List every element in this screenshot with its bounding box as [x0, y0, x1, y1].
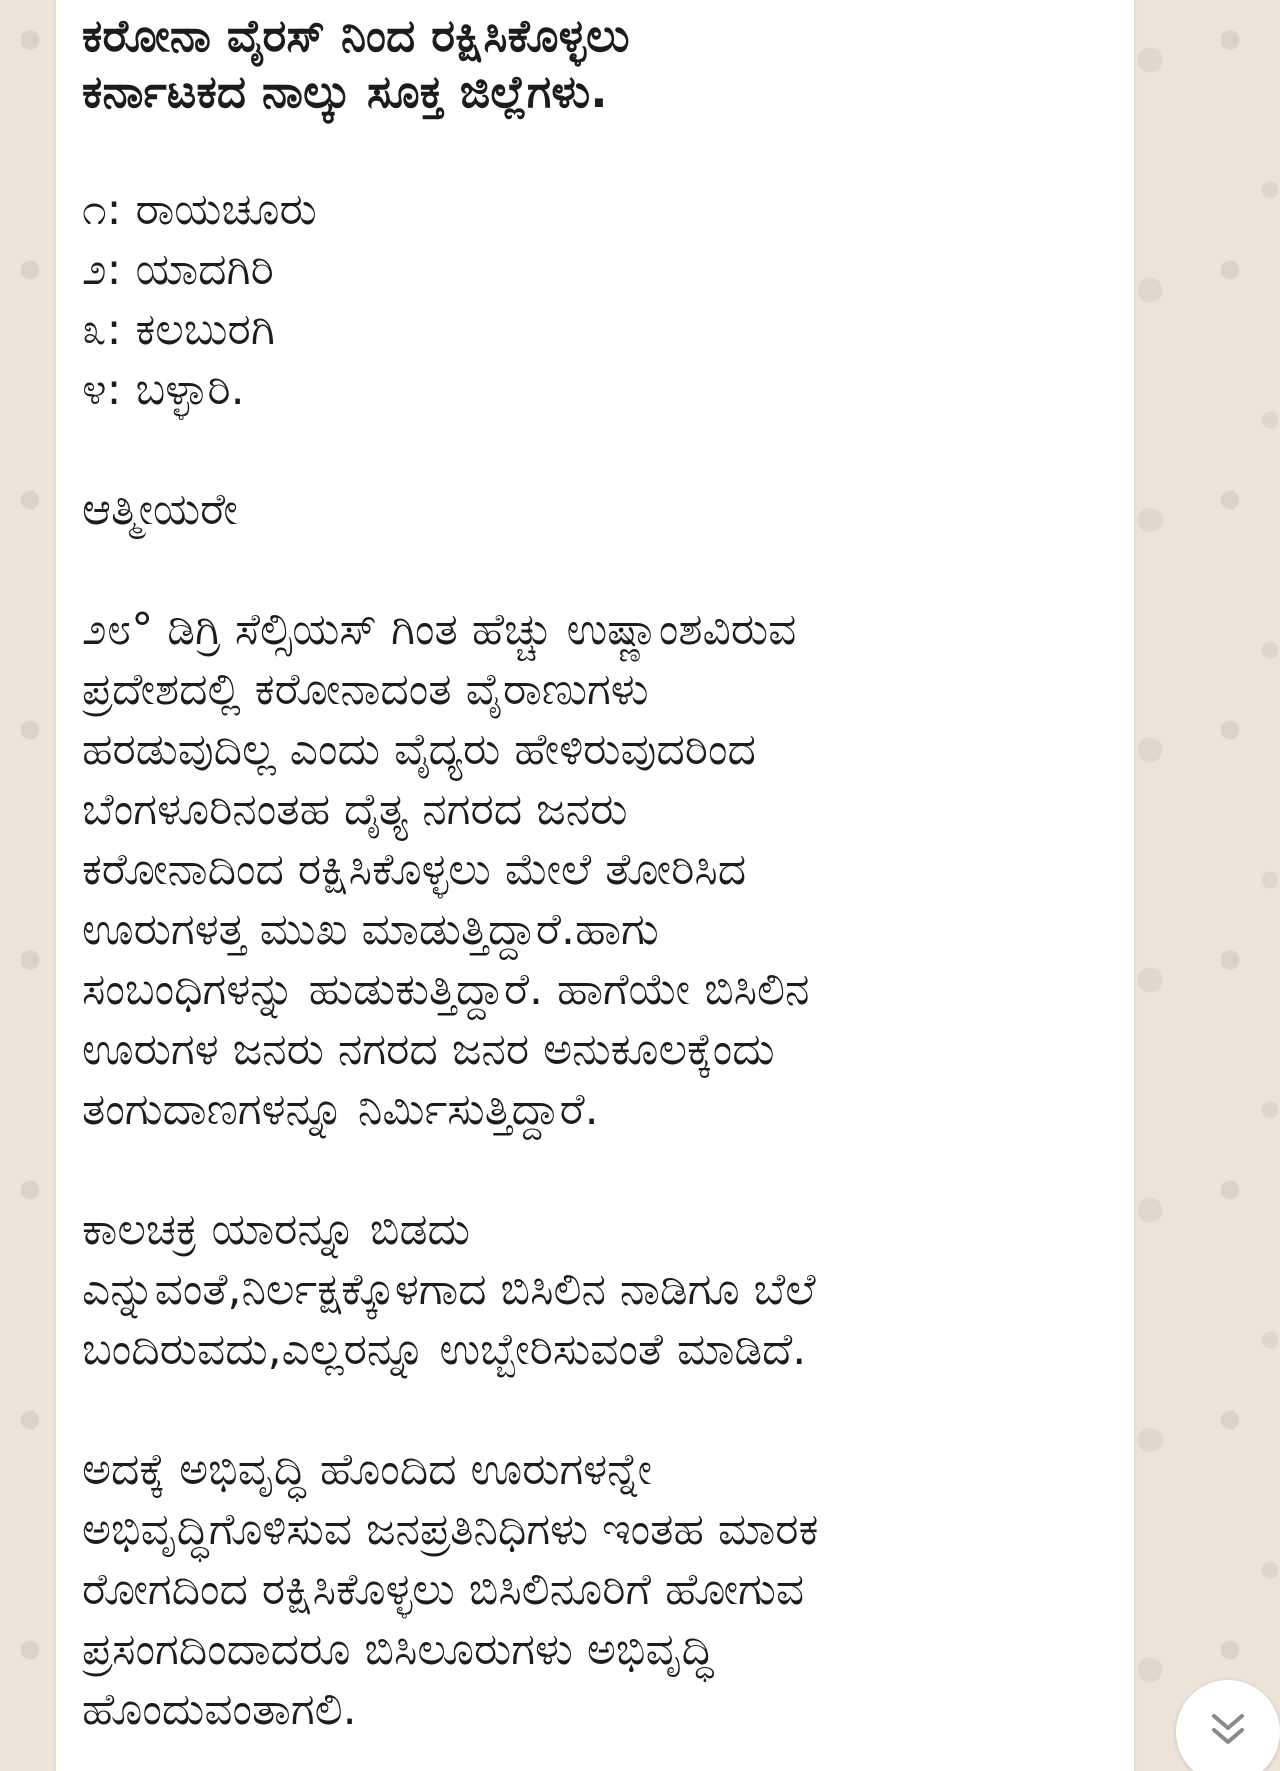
blank-line [82, 120, 1122, 180]
district-item: ೧: ರಾಯಚೂರು [82, 184, 317, 235]
title-line: ಕರೋನಾ ವೈರಸ್ ನಿಂದ ರಕ್ಷಿಸಿಕೊಳ್ಳಲು [82, 9, 630, 62]
paragraph-line: ಹೊಂದುವಂತಾಗಲಿ. [82, 1684, 357, 1735]
paragraph-line: ಅದಕ್ಕೆ ಅಭಿವೃದ್ಧಿ ಹೊಂದಿದ ಊರುಗಳನ್ನೇ [82, 1444, 653, 1495]
message-title [82, 8, 1122, 120]
blank-line [82, 1140, 1122, 1200]
message-text [82, 8, 1122, 1740]
double-chevron-down-icon [1208, 1710, 1248, 1750]
district-item: ೩: ಕಲಬುರಗಿ [82, 304, 275, 355]
district-list [82, 180, 1122, 420]
district-item: ೪: ಬಳ್ಳಾರಿ. [82, 364, 245, 415]
paragraph-3 [82, 1440, 1122, 1740]
paragraph-line: ೨೮° ಡಿಗ್ರಿ ಸೆಲ್ಸಿಯಸ್ ಗಿಂತ ಹೆಚ್ಚು ಉಷ್ಣಾಂಶವಿರುವ [82, 604, 797, 655]
chat-wallpaper-left [0, 0, 56, 1771]
paragraph-line: ಬೆಂಗಳೂರಿನಂತಹ ದೈತ್ಯ ನಗರದ ಜನರು [82, 784, 628, 835]
paragraph-line: ತಂಗುದಾಣಗಳನ್ನೂ ನಿರ್ಮಿಸುತ್ತಿದ್ದಾರೆ. [82, 1084, 599, 1135]
paragraph-line: ಬಂದಿರುವದು,ಎಲ್ಲರನ್ನೂ ಉಬ್ಬೇರಿಸುವಂತೆ ಮಾಡಿದೆ. [82, 1324, 807, 1375]
paragraph-line: ಅಭಿವೃದ್ಧಿಗೊಳಿಸುವ ಜನಪ್ರತಿನಿಧಿಗಳು ಇಂತಹ ಮಾರಕ [82, 1504, 819, 1555]
paragraph-line: ಕರೋನಾದಿಂದ ರಕ್ಷಿಸಿಕೊಳ್ಳಲು ಮೇಲೆ ತೋರಿಸಿದ [82, 844, 747, 895]
paragraph-line: ಸಂಬಂಧಿಗಳನ್ನು ಹುಡುಕುತ್ತಿದ್ದಾರೆ. ಹಾಗೆಯೇ ಬಿಸಿಲಿನ [82, 964, 810, 1015]
blank-line [82, 540, 1122, 600]
paragraph-line: ಎನ್ನುವಂತೆ,ನಿರ್ಲಕ್ಷಕ್ಕೊಳಗಾದ ಬಿಸಿಲಿನ ನಾಡಿಗೂ ಬೆಲೆ [82, 1264, 816, 1315]
paragraph-line: ಊರುಗಳ ಜನರು ನಗರದ ಜನರ ಅನುಕೂಲಕ್ಕೆಂದು [82, 1024, 775, 1075]
blank-line [82, 420, 1122, 480]
greeting: ಆತ್ಮೀಯರೇ [82, 484, 238, 535]
chat-wallpaper-right [1135, 0, 1280, 1771]
district-item: ೨: ಯಾದಗಿರಿ [82, 244, 274, 295]
title-line: ಕರ್ನಾಟಕದ ನಾಲ್ಕು ಸೂಕ್ತ ಜಿಲ್ಲೆಗಳು. [82, 65, 608, 118]
paragraph-line: ಊರುಗಳತ್ತ ಮುಖ ಮಾಡುತ್ತಿದ್ದಾರೆ.ಹಾಗು [82, 904, 659, 955]
paragraph-2 [82, 1200, 1122, 1380]
paragraph-1 [82, 600, 1122, 1140]
paragraph-line: ಹರಡುವುದಿಲ್ಲ ಎಂದು ವೈದ್ಯರು ಹೇಳಿರುವುದರಿಂದ [82, 724, 756, 775]
paragraph-line: ಕಾಲಚಕ್ರ ಯಾರನ್ನೂ ಬಿಡದು [82, 1204, 470, 1255]
paragraph-line: ರೋಗದಿಂದ ರಕ್ಷಿಸಿಕೊಳ್ಳಲು ಬಿಸಿಲಿನೂರಿಗೆ ಹೋಗುವ [82, 1564, 805, 1615]
blank-line [82, 1380, 1122, 1440]
paragraph-line: ಪ್ರದೇಶದಲ್ಲಿ ಕರೋನಾದಂತ ವೈರಾಣುಗಳು [82, 664, 649, 715]
paragraph-line: ಪ್ರಸಂಗದಿಂದಾದರೂ ಬಿಸಿಲೂರುಗಳು ಅಭಿವೃದ್ಧಿ [82, 1624, 714, 1675]
